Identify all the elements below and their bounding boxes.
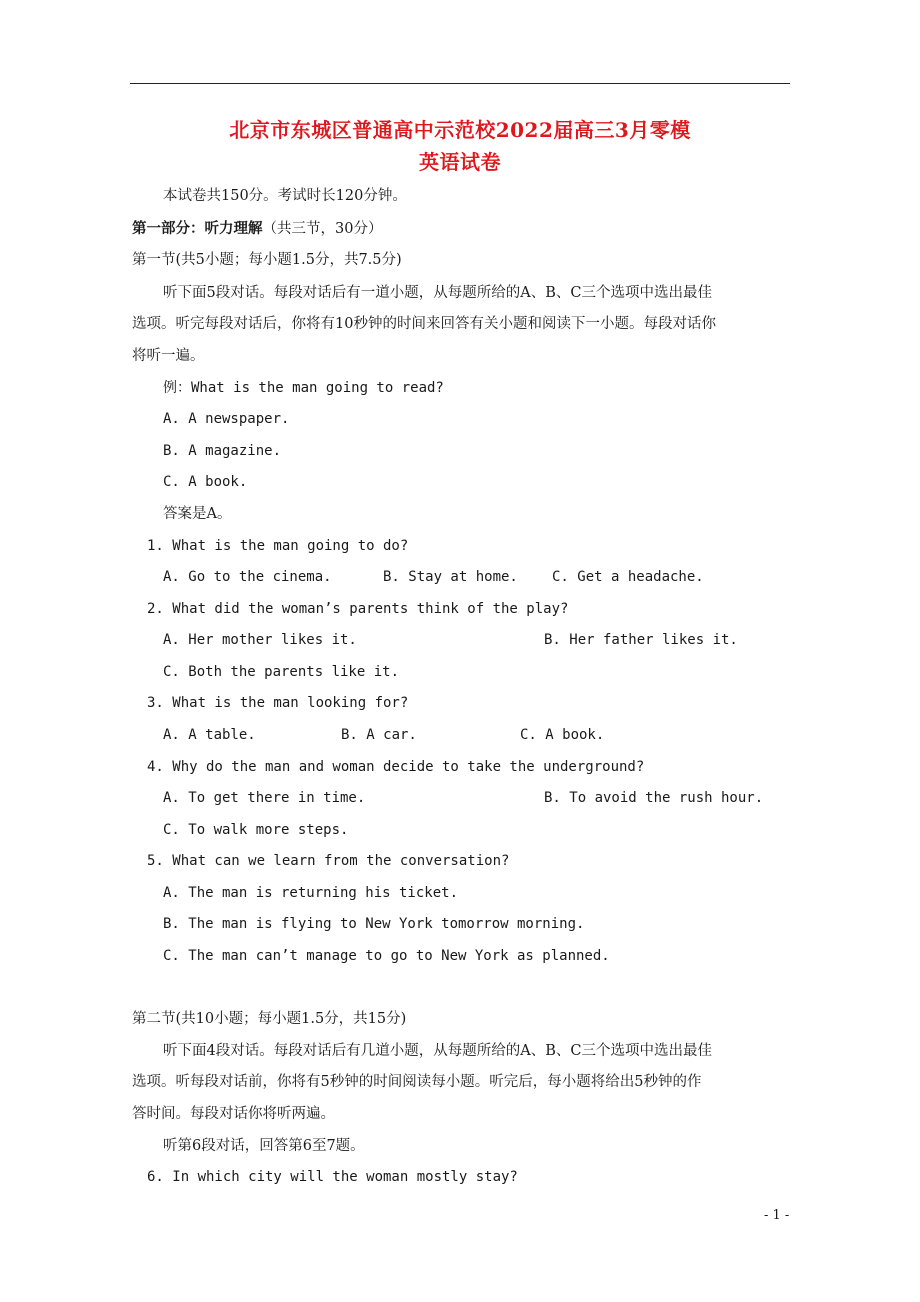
section2-instructions-line1: 听下面4段对话。每段对话后有几道小题，从每题所给的A、B、C三个选项中选出最佳 <box>163 1043 712 1059</box>
question-2-option-a: A. Her mother likes it. <box>163 632 357 648</box>
question-3-option-c: C. A book. <box>520 727 605 743</box>
part1-heading-rest: （共三节，30分） <box>262 221 383 237</box>
section2-heading: 第二节(共10小题；每小题1.5分，共15分) <box>132 1011 407 1027</box>
example-option-c: C. A book. <box>163 474 248 490</box>
section2-instructions-line3: 答时间。每段对话你将听两遍。 <box>132 1106 335 1122</box>
question-2-option-c: C. Both the parents like it. <box>163 664 400 680</box>
question-3-option-a: A. A table. <box>163 727 256 743</box>
section1-instructions-line3: 将听一遍。 <box>132 348 205 364</box>
part1-heading-bold: 第一部分：听力理解 <box>132 220 263 237</box>
section1-instructions-line2: 选项。听完每段对话后，你将有10秒钟的时间来回答有关小题和阅读下一小题。每段对话你 <box>132 316 716 332</box>
example-question: 例：What is the man going to read? <box>163 380 444 396</box>
question-1-option-b: B. Stay at home. <box>383 569 518 585</box>
question-4-option-b: B. To avoid the rush hour. <box>544 790 764 806</box>
question-5-option-c: C. The man can’t manage to go to New York as planned. <box>163 948 610 964</box>
question-3-option-b: B. A car. <box>341 727 417 743</box>
question-4-option-a: A. To get there in time. <box>163 790 366 806</box>
question-5-option-b: B. The man is flying to New York tomorrow morning. <box>163 916 585 932</box>
question-5: 5. What can we learn from the conversation? <box>147 853 510 869</box>
page-number: - 1 - <box>764 1208 790 1223</box>
question-3: 3. What is the man looking for? <box>147 695 409 711</box>
exam-intro: 本试卷共150分。考试时长120分钟。 <box>163 188 407 204</box>
example-option-a: A. A newspaper. <box>163 411 290 427</box>
question-5-option-a: A. The man is returning his ticket. <box>163 885 459 901</box>
exam-title: 北京市东城区普通高中示范校2022届高三3月零模 <box>229 118 691 142</box>
section1-heading: 第一节(共5小题；每小题1.5分，共7.5分) <box>132 252 402 268</box>
question-6: 6. In which city will the woman mostly stay? <box>147 1169 518 1185</box>
section1-instructions-line1: 听下面5段对话。每段对话后有一道小题，从每题所给的A、B、C三个选项中选出最佳 <box>163 285 712 301</box>
question-4-option-c: C. To walk more steps. <box>163 822 349 838</box>
section2-instructions-line2: 选项。听每段对话前，你将有5秒钟的时间阅读每小题。听完后，每小题将给出5秒钟的作 <box>132 1074 702 1090</box>
header-rule <box>130 83 790 84</box>
part1-heading <box>132 219 382 239</box>
example-answer: 答案是A。 <box>163 506 232 522</box>
question-1-option-a: A. Go to the cinema. <box>163 569 332 585</box>
dialog6-intro: 听第6段对话，回答第6至7题。 <box>163 1138 365 1154</box>
example-option-b: B. A magazine. <box>163 443 282 459</box>
question-1-option-c: C. Get a headache. <box>552 569 704 585</box>
question-1: 1. What is the man going to do? <box>147 538 409 554</box>
question-2-option-b: B. Her father likes it. <box>544 632 738 648</box>
question-4: 4. Why do the man and woman decide to take the underground? <box>147 759 645 775</box>
question-2: 2. What did the woman’s parents think of the play? <box>147 601 569 617</box>
exam-subject-title: 英语试卷 <box>419 150 501 174</box>
